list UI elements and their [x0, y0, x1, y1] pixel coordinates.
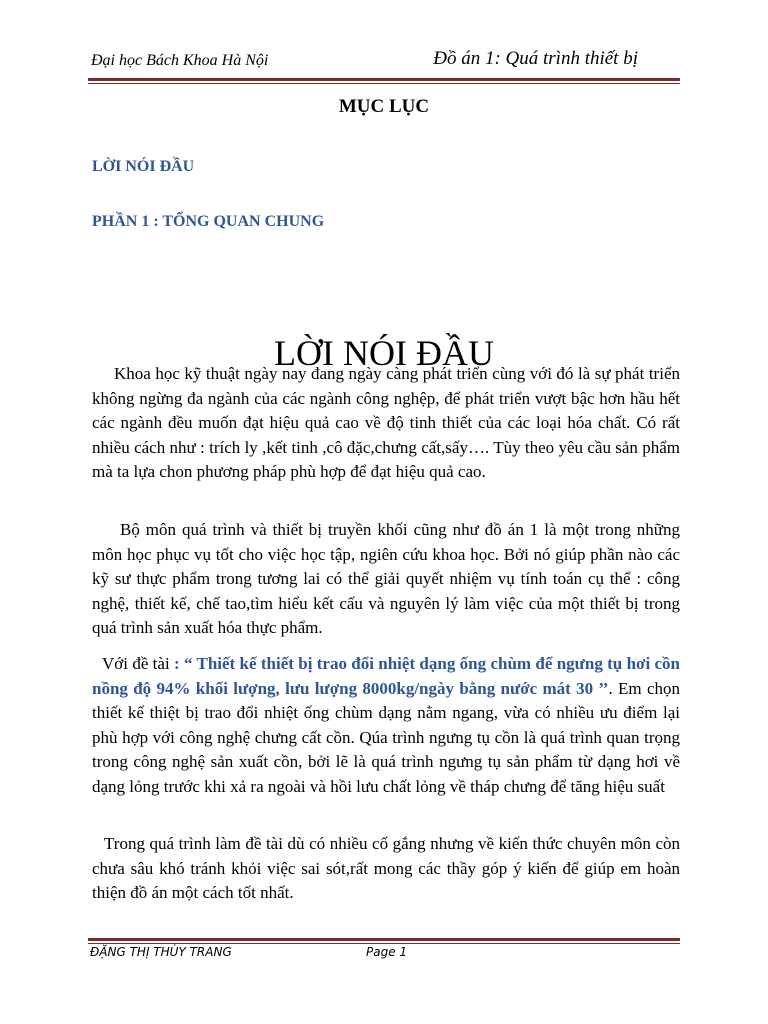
paragraph-course-text: Bộ môn quá trình và thiết bị truyền khối cũng như đồ án 1 là một trong những môn học phục vụ tốt cho việc học tập, ngiên cứu khoa học. Bởi nó giúp phần nào các kỹ sư thực phẩm trong tương lai có thể giải quyết nhiệm vụ tính toán cụ thể : công nghệ, thiết kế, chế tao,tìm hiểu kết cấu và nguyên lý làm việc của một thiết bị trong quá trình sản xuất hóa thực phẩm.	[92, 520, 680, 637]
paragraph-topic-rest: . Em chọn thiết kế thiệt bị trao đổi nhiệt ống chùm dạng nằm ngang, vừa có nhiều ưu điểm lại phù hợp với công nghệ chưng cất cồn. Qúa trình ngưng tụ cồn là quá trình quan trọng trong công nghệ sản xuất cồn, bởi lẽ là quá trình ngưng tụ sản phẩm từ dạng hơi về dạng lỏng trước khi xả ra ngoài và hồi lưu chất lỏng về tháp chưng để tăng hiệu suất	[92, 678, 681, 796]
footer-page-number: Page 1	[366, 945, 408, 959]
paragraph-intro-text: Khoa học kỹ thuật ngày nay đang ngày càng phát triển cùng với đó là sự phát triển không ngừng đa ngành của các ngành công nghệp, để phát triển vượt bậc hơn hầu hết các ngành đều muốn đạt hiệu quả cao về độ tinh thiết của các loại hóa chất. Có rất nhiều cách như : trích ly ,kết tinh ,cô đặc,chưng cất,sấy…. Tùy theo yêu cầu sản phẩm mà ta lựa chon phương pháp phù hợp để đạt hiệu quả cao.	[92, 364, 680, 481]
paragraph-course	[92, 518, 680, 641]
paragraph-topic-title: : “ Thiết kế thiết bị trao đổi nhiệt dạng ống chùm để ngưng tụ hơi cồn nồng độ 94% khối lượng, lưu lượng 8000kg/ngày bằng nước mát 30 ’’	[92, 654, 680, 698]
toc-item-loi-noi-dau[interactable]: LỜI NÓI ĐẦU	[92, 158, 195, 175]
paragraph-closing-text: Trong quá trình làm đề tài dù có nhiều cố gắng nhưng về kiến thức chuyên môn còn chưa sâu khó tránh khỏi việc sai sót,rất mong các thầy góp ý kiến để giúp em hoàn thiện đồ án một cách tốt nhất.	[92, 834, 680, 902]
paragraph-topic	[92, 652, 680, 799]
header-rule	[88, 78, 680, 84]
header-university: Đại học Bách Khoa Hà Nội	[91, 52, 269, 69]
toc-title: MỤC LỤC	[338, 96, 430, 117]
toc-item-phan-1[interactable]: PHẦN 1 : TỔNG QUAN CHUNG	[92, 213, 325, 230]
paragraph-topic-prefix: Với đề tài	[102, 654, 174, 673]
footer-author: ĐẶNG THỊ THÙY TRANG	[90, 945, 232, 959]
paragraph-closing	[92, 832, 680, 906]
footer-rule	[88, 938, 680, 944]
paragraph-intro	[92, 362, 680, 485]
page-header	[88, 46, 680, 76]
header-project-title: Đồ án 1: Quá trình thiết bị	[433, 48, 638, 69]
section-title: LỜI NÓI ĐẦU	[274, 333, 494, 373]
